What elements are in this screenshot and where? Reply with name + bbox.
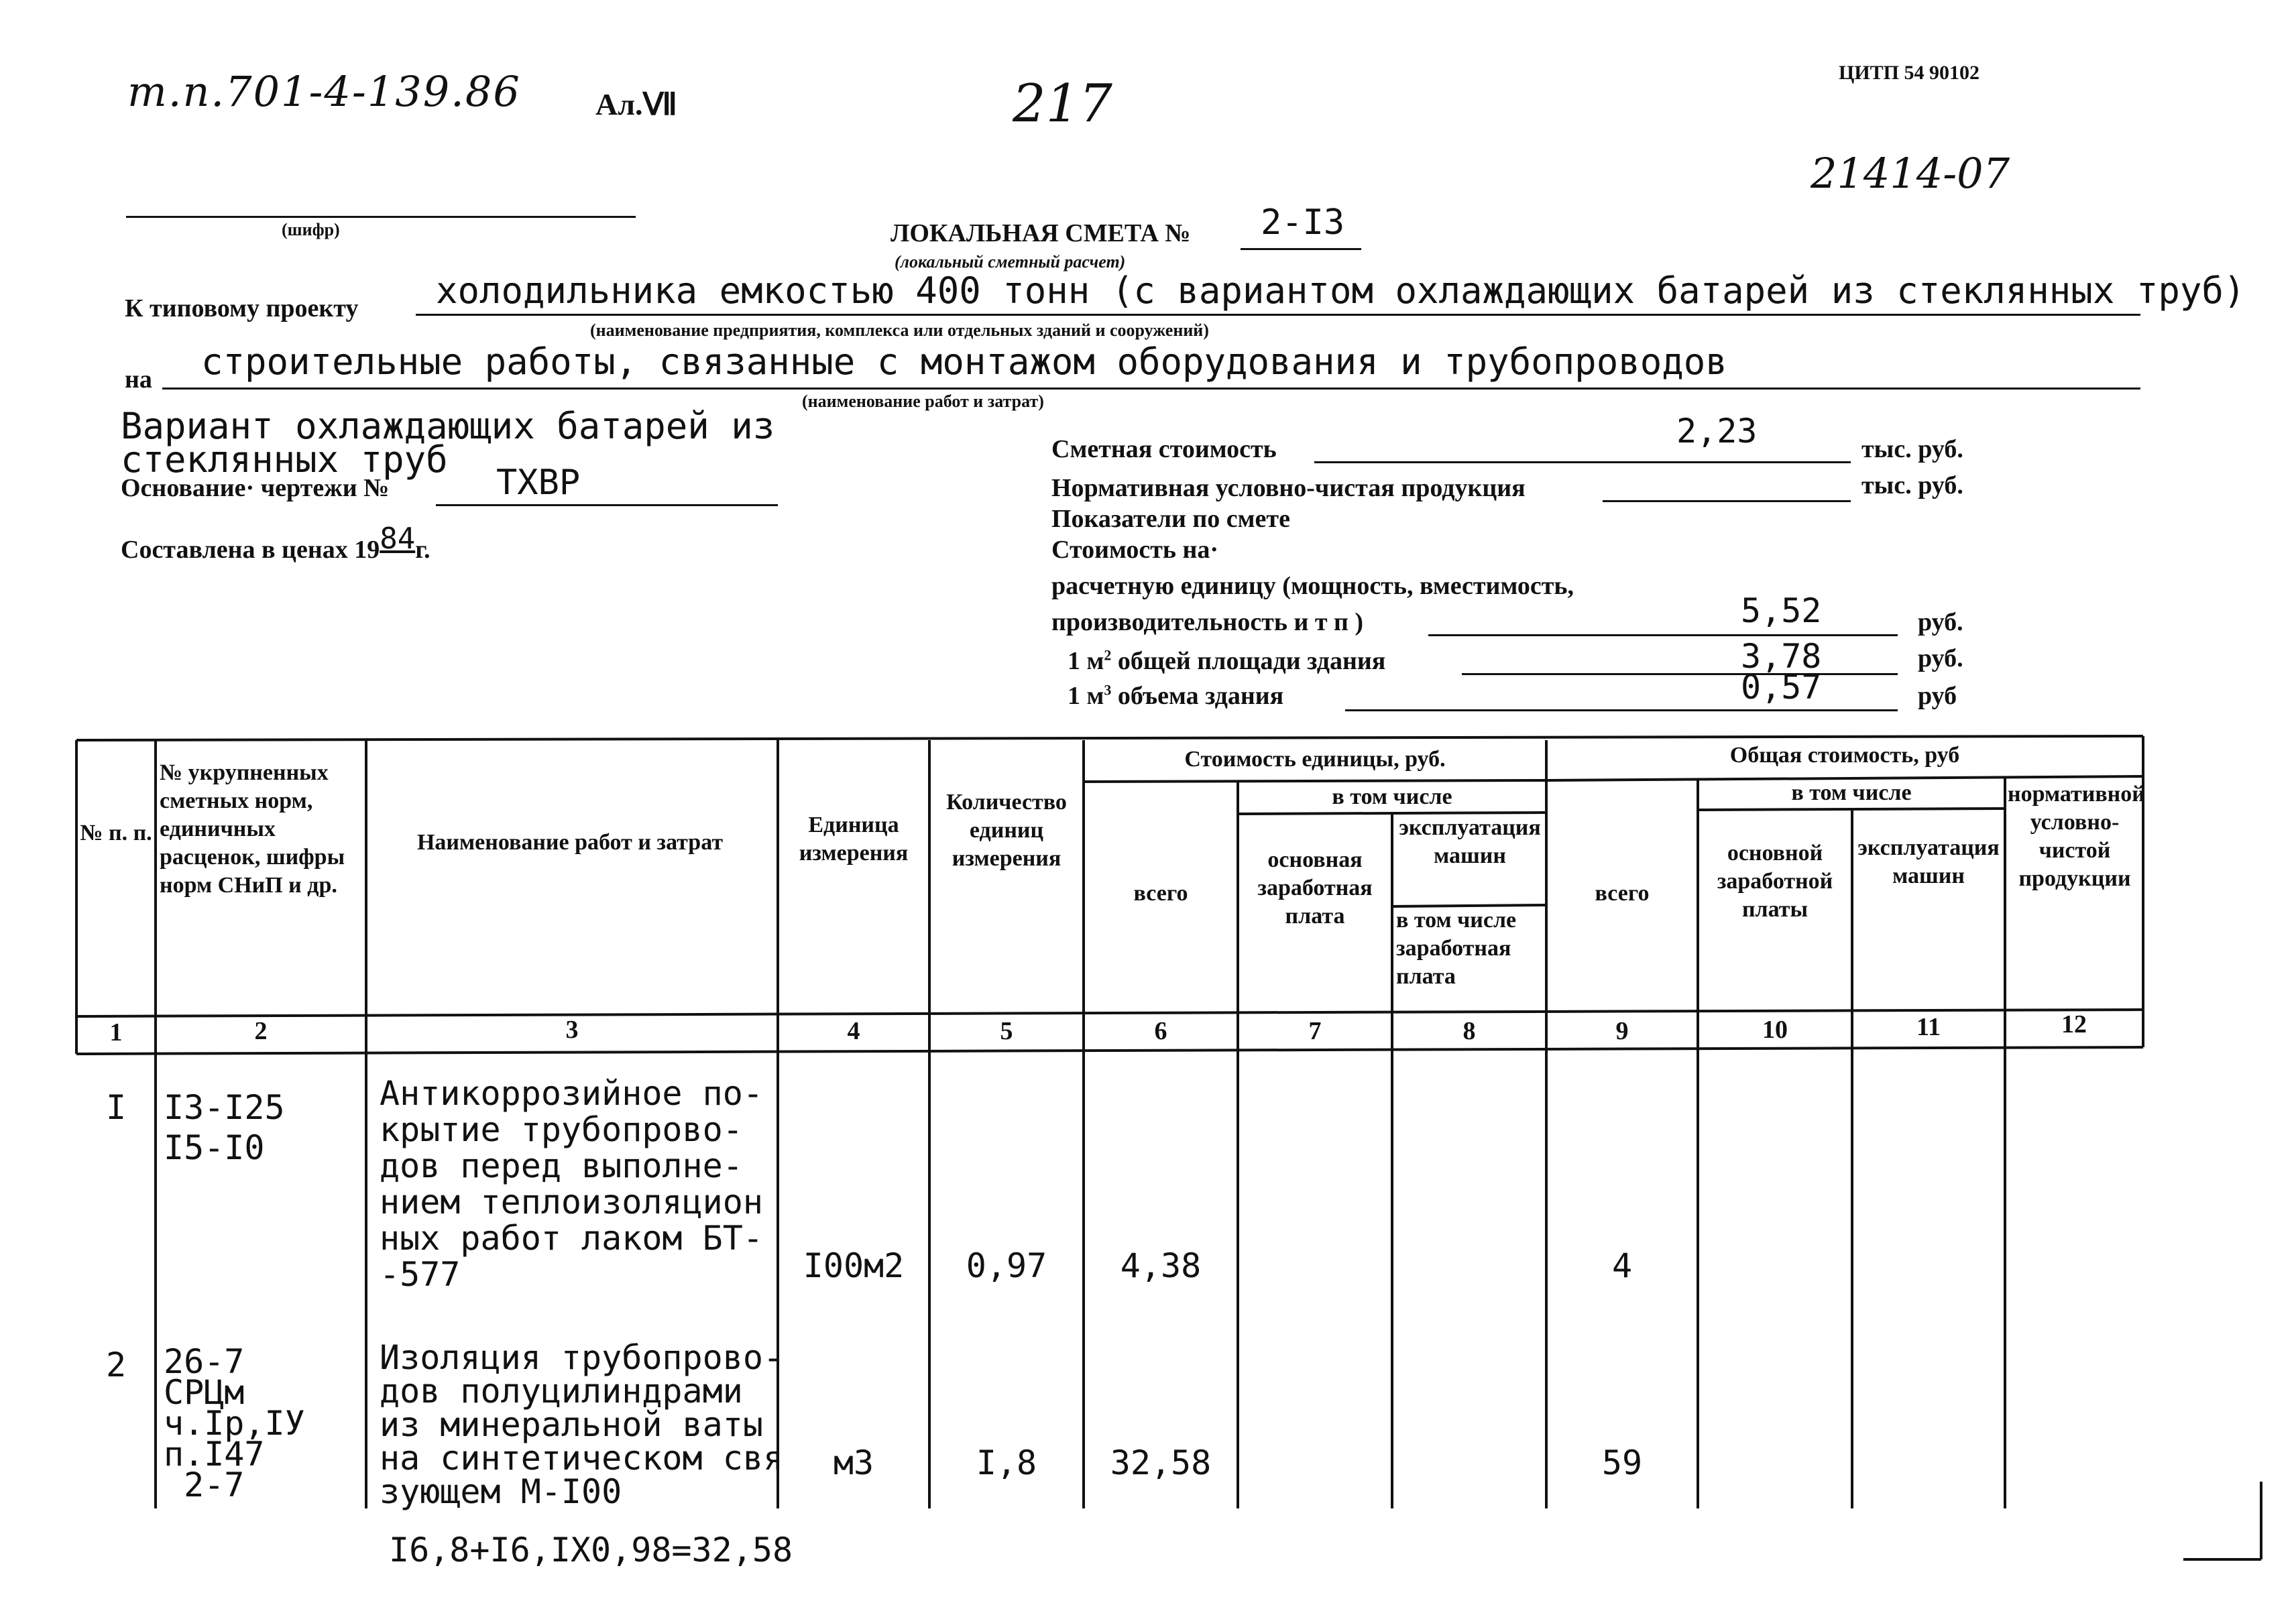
basis-value: ТХВР	[496, 463, 581, 503]
column-number: 8	[1462, 1017, 1476, 1045]
works-label: на	[125, 365, 152, 394]
project-name: холодильника емкостью 400 тонн (с вариантом охлаждающих батарей из стеклянных труб)	[436, 270, 2246, 312]
project-label: К типовому проекту	[125, 294, 359, 322]
unit-line-1: расчетную единицу (мощность, вместимость,	[1051, 572, 1574, 600]
area-label: 1 $м^2$ общей площади здания	[1068, 646, 1386, 675]
header-unit-cost: Стоимость единицы, руб.	[1184, 747, 1446, 772]
project-code: т.п.701-4-139.86	[127, 67, 521, 116]
volume-unit: руб	[1918, 682, 1957, 710]
table-row-2-total: 59	[1601, 1443, 1643, 1482]
header-col12: нормативной условно-чистой продукции	[2008, 782, 2145, 891]
net-unit: тыс. руб.	[1861, 471, 1963, 499]
table-row-1-qty: 0,97	[966, 1246, 1047, 1285]
column-number: 6	[1154, 1017, 1167, 1045]
header-col9: всего	[1595, 881, 1650, 906]
column-number: 3	[565, 1016, 579, 1044]
unit-unit: руб.	[1918, 608, 1963, 636]
cipher-caption: (шифр)	[282, 220, 340, 239]
unit-value: 5,52	[1741, 591, 1822, 630]
works-caption: (наименование работ и затрат)	[802, 392, 1044, 411]
header-col4: Единица измерения	[799, 813, 909, 866]
estimate-number: 2-I3	[1261, 202, 1345, 243]
variant-line-2: стеклянных труб	[121, 438, 448, 481]
table-row-2-qty: I,8	[976, 1443, 1037, 1482]
header-col1: № п. п.	[80, 821, 152, 845]
project-caption: (наименование предприятия, комплекса или отдельных зданий и сооружений)	[590, 320, 1209, 340]
registry-stamp: ЦИТП 54 90102	[1839, 62, 1980, 84]
area-value: 3,78	[1741, 637, 1822, 676]
area-unit: руб.	[1918, 644, 1963, 672]
cost-label: Сметная стоимость	[1051, 435, 1277, 463]
column-number: 4	[847, 1017, 860, 1045]
header-col7: основная заработная плата	[1257, 847, 1373, 929]
table-row-2-unit-total: 32,58	[1110, 1443, 1212, 1482]
column-number: 7	[1308, 1017, 1322, 1045]
table-row-2-name: Изоляция трубопрово- дов полуцилиндрами из минеральной ваты на синтетическом свя зующем М-I00	[380, 1338, 784, 1511]
table-row-1-total: 4	[1611, 1246, 1633, 1285]
inventory-number: 21414-07	[1811, 149, 2010, 198]
column-number: 2	[254, 1017, 268, 1045]
header-incl-unit: в том числе	[1332, 784, 1452, 809]
prices-label: Составлена в ценах 1984г.	[121, 522, 431, 564]
table-row-1-code: I3-I25 I5-I0	[164, 1088, 285, 1167]
column-number: 5	[1000, 1017, 1013, 1045]
table-row-1-name: Антикоррозийное по- крытие трубопрово- дов перед выполне- нием теплоизоляцион ных работ лаком БТ- -577	[380, 1074, 763, 1294]
table-row-1-unit: I00м2	[803, 1246, 905, 1285]
album-number: Ал.Ⅶ	[595, 87, 678, 121]
header-incl-total: в том числе	[1791, 780, 1912, 805]
column-number: 10	[1762, 1016, 1788, 1044]
basis-label: Основание· чертежи №	[121, 474, 390, 502]
table-row-1-unit-total: 4,38	[1120, 1246, 1202, 1285]
column-number: 1	[109, 1018, 123, 1047]
calculation-formula: I6,8+I6,IX0,98=32,58	[389, 1531, 793, 1569]
table-row-2-unit: м3	[833, 1443, 874, 1482]
header-col10: основной заработной платы	[1717, 841, 1833, 922]
header-col5: Количество единиц измерения	[946, 790, 1067, 871]
column-number: 11	[1916, 1013, 1941, 1041]
header-col11: эксплуатация машин	[1857, 835, 2000, 888]
volume-value: 0,57	[1741, 668, 1822, 707]
header-col8b: в том числе заработная плата	[1396, 908, 1517, 989]
estimate-subtitle: (локальный сметный расчет)	[895, 252, 1126, 272]
column-number: 12	[2061, 1010, 2087, 1038]
header-total-cost: Общая стоимость, руб	[1729, 743, 1960, 768]
indicators-label: Показатели по смете	[1051, 505, 1290, 533]
unit-line-2: производительность и т п )	[1051, 608, 1364, 636]
variant-line-1: Вариант охлаждающих батарей из	[121, 405, 775, 447]
volume-label: 1 $м^3$ объема здания	[1068, 681, 1284, 710]
cost-unit: тыс. руб.	[1861, 435, 1963, 463]
header-col2: № укрупненных сметных норм, единичных расценок, шифры норм СНиП и др.	[160, 760, 345, 898]
estimate-title: ЛОКАЛЬНАЯ СМЕТА №	[891, 219, 1191, 247]
page-number: 217	[1013, 74, 1112, 134]
table-row-2-code: 26-7 СРЦм ч.Iр,IУ п.I47 2-7	[164, 1342, 305, 1504]
column-number: 9	[1615, 1017, 1629, 1045]
net-label: Нормативная условно-чистая продукция	[1051, 474, 1526, 502]
table-row-2-num: 2	[105, 1346, 127, 1384]
header-col6: всего	[1133, 881, 1188, 906]
cost-value: 2,23	[1676, 412, 1758, 451]
header-col3: Наименование работ и затрат	[416, 830, 724, 855]
header-col8a: эксплуатация машин	[1399, 815, 1541, 868]
cost-per-label: Стоимость на·	[1051, 536, 1219, 564]
works-name: строительные работы, связанные с монтажом оборудования и трубопроводов	[201, 341, 1727, 383]
table-row-1-num: I	[105, 1088, 127, 1127]
prices-year: 84	[380, 522, 416, 556]
